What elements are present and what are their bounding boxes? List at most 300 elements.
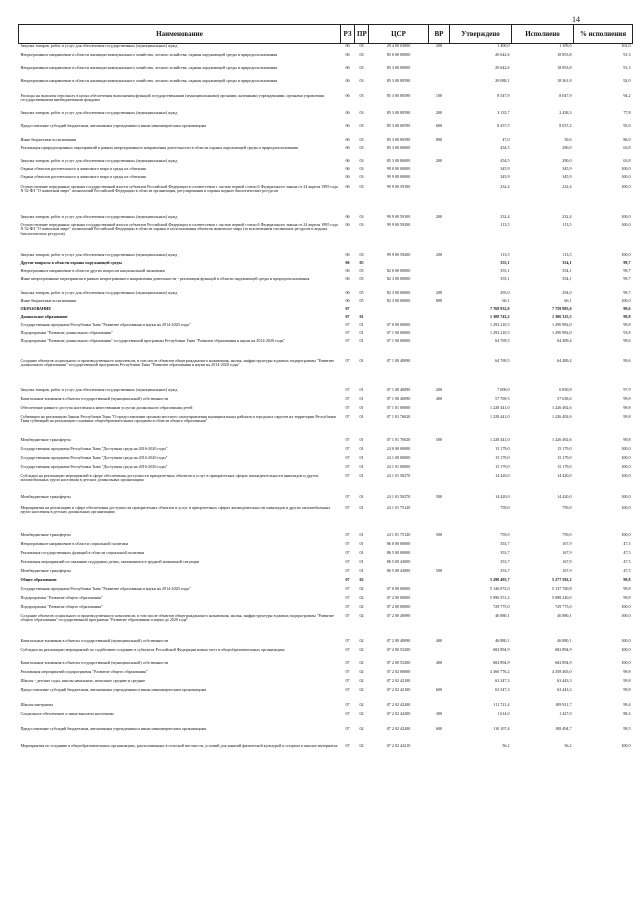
table-row xyxy=(19,703,633,712)
table-row xyxy=(19,159,633,167)
cell-csr: 07 1 00 00000 xyxy=(386,338,411,343)
table-row xyxy=(19,648,633,661)
cell-csr: 07 2 02 00000 xyxy=(386,669,411,674)
cell-approved: 1 400,0 xyxy=(497,43,510,48)
cell-rz: 07 xyxy=(345,387,350,392)
cell-executed: 108 494,7 xyxy=(555,726,572,731)
cell-rz: 07 xyxy=(345,568,350,573)
cell-rz: 06 xyxy=(345,93,350,98)
cell-approved: 5 146 072,0 xyxy=(490,586,510,591)
header-percent: % исполнения xyxy=(574,25,633,44)
cell-name: Мероприятия по созданию в общеобразовательных организациях, расположенных в сельской местности, условий для занятий физической культурой и спортом в школах-интернатах xyxy=(20,743,338,748)
cell-percent: 100,0 xyxy=(621,473,631,478)
table-row xyxy=(19,94,633,111)
cell-name: Непрограммное направление в области других вопросов национальной экономики xyxy=(20,268,165,273)
cell-approved: 7 000,0 xyxy=(497,387,510,392)
cell-approved: 111 721,4 xyxy=(493,702,510,707)
cell-vr xyxy=(429,175,450,185)
cell-approved: 57 769,5 xyxy=(495,396,510,401)
cell-percent: 47,5 xyxy=(623,550,631,555)
cell-executed: 345,9 xyxy=(562,174,572,179)
cell-pr: 01 xyxy=(359,494,364,499)
cell-csr: 07 2 02 42200 xyxy=(386,726,411,731)
cell-percent: 100,0 xyxy=(621,222,631,227)
cell-percent: 47,5 xyxy=(623,568,631,573)
cell-vr xyxy=(429,359,450,388)
cell-vr: 500 xyxy=(435,494,443,499)
cell-vr xyxy=(429,648,450,661)
cell-pr: 03 xyxy=(359,43,364,48)
cell-rz: 07 xyxy=(345,437,350,442)
cell-name: Капитальные вложения в объекты государственной (муниципальной) собственности xyxy=(20,396,169,401)
cell-executed: 1 290 982,0 xyxy=(552,322,572,327)
cell-name: Охрана объектов растительного и животного мира и среды их обитания xyxy=(20,174,146,179)
cell-percent: 100,0 xyxy=(621,647,631,652)
cell-vr xyxy=(429,315,450,323)
table-row xyxy=(19,688,633,703)
cell-csr: 07 1 01 76020 xyxy=(386,437,411,442)
cell-pr: 01 xyxy=(359,338,364,343)
cell-rz: 07 xyxy=(345,405,350,410)
cell-name: Капитальные вложения в объекты государственной (муниципальной) собственности xyxy=(20,638,169,643)
cell-csr: 07 1 01 00000 xyxy=(386,405,411,410)
cell-pr: 03 xyxy=(359,110,364,115)
cell-name: Другие вопросы в области охраны окружающей среды xyxy=(20,260,122,265)
cell-rz: 06 xyxy=(345,222,350,227)
table-row xyxy=(19,307,633,315)
cell-rz: 07 xyxy=(345,446,350,451)
cell-csr: 07 1 00 40090 xyxy=(386,358,411,363)
cell-vr xyxy=(429,670,450,679)
cell-vr: 200 xyxy=(435,387,443,392)
cell-percent: 94,2 xyxy=(623,93,631,98)
cell-approved: 14 420,0 xyxy=(495,473,510,478)
cell-executed: 5 137 760,8 xyxy=(552,586,572,591)
cell-approved: 64 769,5 xyxy=(495,358,510,363)
cell-pr: 03 xyxy=(359,166,364,171)
cell-vr xyxy=(429,679,450,688)
cell-name: Субсидии на реализацию мероприятий по содействию созданию в субъектах Российской Федерации новых мест в общеобразовательных организациях xyxy=(20,647,285,652)
cell-rz: 06 xyxy=(345,52,350,57)
cell-executed: 18 361,8 xyxy=(557,78,572,83)
cell-approved: 682 894,9 xyxy=(493,647,510,652)
table-row xyxy=(19,315,633,323)
cell-pr: 01 xyxy=(359,314,364,319)
cell-rz: 07 xyxy=(345,550,350,555)
cell-rz: 06 xyxy=(345,158,350,163)
cell-vr: 500 xyxy=(435,532,443,537)
cell-pr: 01 xyxy=(359,322,364,327)
table-row xyxy=(19,269,633,277)
cell-executed: 6 850,8 xyxy=(559,387,572,392)
cell-pr xyxy=(355,307,369,315)
cell-executed: 1 290 982,0 xyxy=(552,330,572,335)
cell-approved: 759,0 xyxy=(500,532,510,537)
cell-vr: 100 xyxy=(435,93,443,98)
table-row xyxy=(19,670,633,679)
cell-rz: 06 xyxy=(345,166,350,171)
cell-pr: 03 xyxy=(359,145,364,150)
cell-executed: 113,5 xyxy=(562,252,572,257)
cell-executed: 15 179,0 xyxy=(557,446,572,451)
cell-name: ОБРАЗОВАНИЕ xyxy=(20,306,52,311)
table-row xyxy=(19,438,633,447)
cell-csr: 99 0 00 00000 xyxy=(386,166,411,171)
cell-name: Непрограммное направление в области жилищно-коммунального хозяйства, лесного хозяйства, охраны окружающей среды и природопользования xyxy=(20,78,278,83)
cell-rz: 07 xyxy=(345,505,350,510)
cell-pr: 01 xyxy=(359,473,364,478)
cell-csr: 07 2 00 55200 xyxy=(386,660,411,665)
cell-csr: 86 5 00 43000 xyxy=(386,568,411,573)
cell-csr: 82 3 00 00000 xyxy=(386,290,411,295)
cell-percent: 99,7 xyxy=(623,290,631,295)
cell-approved: 1 614,0 xyxy=(497,711,510,716)
cell-approved: 46 880,1 xyxy=(495,613,510,618)
cell-approved: 3 135,7 xyxy=(497,110,510,115)
table-row xyxy=(19,175,633,185)
cell-name: Закупка товаров, работ и услуг для обеспечения государственных (муниципальных) нужд xyxy=(20,110,178,115)
cell-executed: 64 489,4 xyxy=(557,358,572,363)
cell-csr: 85 3 00 06000 xyxy=(386,158,411,163)
cell-pr: 02 xyxy=(359,647,364,652)
cell-csr xyxy=(369,261,429,269)
cell-vr xyxy=(429,744,450,758)
cell-pr: 01 xyxy=(359,330,364,335)
cell-rz: 07 xyxy=(345,464,350,469)
cell-pr: 01 xyxy=(359,455,364,460)
cell-percent: 100,0 xyxy=(621,184,631,189)
cell-executed: 167,9 xyxy=(562,550,572,555)
cell-name: Подпрограмма "Развитие дошкольного образования" государственной программы Республики Тыва "Развитие образования и науки на 2014-2020 годы" xyxy=(20,338,286,343)
cell-name: Государственная программа Республики Тыва "Развитие образования и науки на 2014-2020 годы" xyxy=(20,322,191,327)
cell-pr: 02 xyxy=(359,687,364,692)
cell-rz: 06 xyxy=(345,252,350,257)
table-row xyxy=(19,661,633,670)
cell-vr xyxy=(429,146,450,159)
cell-approved: 46 880,1 xyxy=(495,638,510,643)
cell-percent: 100,0 xyxy=(621,743,631,748)
cell-executed: 15 179,0 xyxy=(557,464,572,469)
cell-csr: 07 1 01 76020 xyxy=(386,414,411,419)
cell-approved: 47,0 xyxy=(502,137,510,142)
cell-rz: 07 xyxy=(345,455,350,460)
cell-name: Реализация природоохранных мероприятий в рамках непрограммного направления деятельности в области охраны окружающей среды и природопользования xyxy=(20,145,298,150)
table-row xyxy=(19,533,633,542)
cell-vr xyxy=(429,703,450,712)
table-row xyxy=(19,605,633,614)
cell-approved: 56,2 xyxy=(502,743,510,748)
cell-pr: 03 xyxy=(359,174,364,179)
cell-csr: 07 1 00 40090 xyxy=(386,387,411,392)
cell-vr xyxy=(429,331,450,339)
cell-approved: 1 228 441,0 xyxy=(490,405,510,410)
cell-executed: 46 880,1 xyxy=(557,638,572,643)
cell-vr: 600 xyxy=(435,687,443,692)
cell-vr xyxy=(429,560,450,569)
cell-name: Мероприятия на реализацию в сфере обеспечения доступности приоритетных объектов и услуг в приоритетных сферах жизнедеятельности инвалидов и других маломобильных групп населения в детских дошкольных организациях xyxy=(20,505,331,515)
cell-approved: 8 547,9 xyxy=(497,93,510,98)
cell-vr: 500 xyxy=(435,568,443,573)
cell-vr xyxy=(429,465,450,474)
cell-percent: 91,3 xyxy=(623,52,631,57)
cell-rz: 07 xyxy=(345,726,350,731)
cell-csr: 82 3 00 00000 xyxy=(386,298,411,303)
cell-executed: 354,1 xyxy=(562,268,572,273)
cell-percent: 99,8 xyxy=(623,322,631,327)
cell-percent: 91,3 xyxy=(623,65,631,70)
cell-vr: 600 xyxy=(435,123,443,128)
cell-approved: 110 107,4 xyxy=(493,726,510,731)
header-csr: ЦСР xyxy=(369,25,429,44)
cell-rz: 07 xyxy=(345,414,350,419)
table-row xyxy=(19,79,633,94)
cell-executed: 18 853,8 xyxy=(557,65,572,70)
cell-name: Школы-интернаты xyxy=(20,702,54,707)
cell-name: Реализация государственных функций в области социальной политики xyxy=(20,550,145,555)
cell-csr: 82 3 00 00000 xyxy=(386,276,411,281)
cell-csr: 07 2 02 42200 xyxy=(386,702,411,707)
cell-executed: 167,9 xyxy=(562,568,572,573)
cell-csr: 07 2 00 00000 xyxy=(386,604,411,609)
cell-percent: 100,0 xyxy=(621,174,631,179)
cell-csr: 85 3 00 00590 xyxy=(386,78,411,83)
cell-csr: 24 1 01 75120 xyxy=(386,532,411,537)
cell-name: Государственная программа Республики Тыва "Доступная среда на 2016-2020 годы" xyxy=(20,455,168,460)
cell-percent: 99,8 xyxy=(623,586,631,591)
cell-vr xyxy=(429,406,450,415)
cell-pr: 02 xyxy=(359,669,364,674)
cell-executed: 1 306 325,5 xyxy=(552,314,572,319)
table-row xyxy=(19,331,633,339)
cell-rz: 07 xyxy=(345,358,350,363)
cell-percent: 99,8 xyxy=(623,437,631,442)
cell-executed: 167,9 xyxy=(562,559,572,564)
cell-name: Государственная программа Республики Тыва "Развитие образования и науки на 2014-2020 годы" xyxy=(20,586,191,591)
cell-name: Иные бюджетные ассигнования xyxy=(20,298,76,303)
cell-pr: 01 xyxy=(359,505,364,510)
cell-approved: 15 179,0 xyxy=(495,455,510,460)
header-vr: ВР xyxy=(429,25,450,44)
cell-percent: 99,7 xyxy=(623,276,631,281)
cell-approved: 729 775,0 xyxy=(493,604,510,609)
cell-percent: 99,8 xyxy=(623,678,631,683)
table-row xyxy=(19,138,633,146)
cell-approved: 8 457,5 xyxy=(497,123,510,128)
cell-name: Государственная программа Республики Тыва "Доступная среда на 2016-2020 годы" xyxy=(20,446,168,451)
cell-pr: 02 xyxy=(359,638,364,643)
cell-name: Закупка товаров, работ и услуг для обеспечения государственных (муниципальных) нужд xyxy=(20,290,178,295)
cell-vr xyxy=(429,79,450,94)
cell-approved: 295,0 xyxy=(500,290,510,295)
cell-vr xyxy=(429,596,450,605)
cell-name: Непрограммное направление в области жилищно-коммунального хозяйства, лесного хозяйства, охраны окружающей среды и природопользования xyxy=(20,52,278,57)
table-row xyxy=(19,465,633,474)
cell-executed: 354,1 xyxy=(562,276,572,281)
cell-pr: 01 xyxy=(359,387,364,392)
cell-name: Подпрограмма "Развитие дошкольного образования" xyxy=(20,330,113,335)
cell-name: Обеспечение равного доступа населения к качественным услугам дошкольного образования детей xyxy=(20,405,193,410)
cell-approved: 1 308 743,2 xyxy=(490,314,510,319)
cell-pr: 03 xyxy=(359,52,364,57)
cell-vr xyxy=(429,223,450,253)
cell-name: Предоставление субсидий бюджетным, автономным учреждениям и иным некоммерческим организациям xyxy=(20,726,207,731)
cell-approved: 63 347,3 xyxy=(495,678,510,683)
cell-vr xyxy=(429,551,450,560)
cell-percent: 100,0 xyxy=(621,214,631,219)
cell-csr: 07 2 00 40090 xyxy=(386,613,411,618)
cell-percent: 93,8 xyxy=(623,330,631,335)
cell-approved: 1 228 441,0 xyxy=(490,437,510,442)
cell-csr: 85 3 00 00000 xyxy=(386,65,411,70)
cell-approved: 232,4 xyxy=(500,214,510,219)
table-row xyxy=(19,596,633,605)
cell-executed: 63 443,3 xyxy=(557,678,572,683)
cell-csr: 86 5 00 00000 xyxy=(386,550,411,555)
cell-pr: 01 xyxy=(359,532,364,537)
cell-pr: 01 xyxy=(359,446,364,451)
cell-approved: 355,1 xyxy=(500,268,510,273)
table-row xyxy=(19,277,633,291)
cell-executed: 18 853,8 xyxy=(557,52,572,57)
cell-vr xyxy=(429,269,450,277)
cell-pr: 02 xyxy=(359,743,364,748)
cell-executed: 354,1 xyxy=(562,260,572,265)
cell-csr: 07 2 02 42200 xyxy=(386,711,411,716)
cell-csr: 99 9 00 59200 xyxy=(386,222,411,227)
cell-csr: 24 1 00 00000 xyxy=(386,455,411,460)
cell-executed: 46 880,1 xyxy=(557,613,572,618)
cell-executed: 2 438,3 xyxy=(559,110,572,115)
cell-pr: 02 xyxy=(359,711,364,716)
cell-name: Субсидии на реализацию мероприятий в сфере обеспечения доступности приоритетных объектов и услуг в приоритетных сферах жизнедеятельности инвалидов и других маломобильных групп населения в детских дошкольных организациях xyxy=(20,473,319,483)
cell-csr: 85 3 00 00590 xyxy=(386,137,411,142)
cell-name: Межбюджетные трансферты xyxy=(20,568,71,573)
table-row xyxy=(19,447,633,456)
cell-pr: 03 xyxy=(359,78,364,83)
cell-percent: 100,0 xyxy=(621,298,631,303)
table-row xyxy=(19,388,633,397)
cell-pr: 02 xyxy=(359,726,364,731)
cell-csr: 24 1 01 50270 xyxy=(386,494,411,499)
table-row xyxy=(19,323,633,331)
table-row xyxy=(19,124,633,138)
cell-executed: 1 226 492,6 xyxy=(552,437,572,442)
cell-vr xyxy=(429,506,450,533)
cell-vr xyxy=(429,323,450,331)
table-row xyxy=(19,587,633,596)
cell-pr: 02 xyxy=(359,702,364,707)
cell-vr: 500 xyxy=(435,437,443,442)
cell-csr: 82 0 00 00000 xyxy=(386,268,411,273)
cell-vr xyxy=(429,415,450,438)
cell-rz: 06 xyxy=(345,268,350,273)
cell-name: Создание объектов социального и производственного комплексов, в том числе объектов общегражданского назначения, жилья, инфраструктуры в рамках подпрограммы "Развитие дошкольного образования" государственной программы Республики Тыва "Развитие образования и науки на 2014-2020 годы" xyxy=(20,358,335,368)
cell-rz: 06 xyxy=(345,65,350,70)
header-name: Наименование xyxy=(19,25,341,44)
cell-percent: 99,7 xyxy=(623,260,631,265)
cell-executed: 167,9 xyxy=(562,541,572,546)
cell-executed: 1 109,0 xyxy=(559,43,572,48)
header-approved: Утверждено xyxy=(450,25,512,44)
cell-vr: 300 xyxy=(435,711,443,716)
table-row xyxy=(19,339,633,359)
cell-percent: 100,0 xyxy=(621,613,631,618)
page-number: 14 xyxy=(572,15,580,24)
cell-name: Охрана объектов растительного и животного мира и среды их обитания xyxy=(20,166,146,171)
cell-executed: 232,4 xyxy=(562,184,572,189)
cell-approved: 232,4 xyxy=(500,184,510,189)
cell-pr: 02 xyxy=(359,678,364,683)
cell-executed: 759,0 xyxy=(562,532,572,537)
table-row xyxy=(19,727,633,744)
table-row xyxy=(19,569,633,578)
cell-percent: 100,0 xyxy=(621,532,631,537)
cell-approved: 20 642,6 xyxy=(495,65,510,70)
cell-vr xyxy=(429,447,450,456)
cell-name: Межбюджетные трансферты xyxy=(20,494,71,499)
cell-approved: 682 894,9 xyxy=(493,660,510,665)
cell-name: Реализация мероприятий по оказанию поддержки детям, оказавшимся в трудной жизненной ситуации xyxy=(20,559,200,564)
cell-approved: 20 642,6 xyxy=(495,52,510,57)
cell-percent: 99,4 xyxy=(623,702,631,707)
cell-name: Закупка товаров, работ и услуг для обеспечения государственных (муниципальных) нужд xyxy=(20,158,178,163)
cell-rz: 06 xyxy=(345,174,350,179)
cell-executed: 290,0 xyxy=(562,158,572,163)
cell-csr: 99 9 00 59200 xyxy=(386,252,411,257)
cell-pr: 03 xyxy=(359,137,364,142)
cell-csr: 24 1 01 00000 xyxy=(386,464,411,469)
cell-rz: 07 xyxy=(345,314,350,319)
cell-pr: 02 xyxy=(359,613,364,618)
cell-csr: 85 0 00 00000 xyxy=(386,52,411,57)
cell-executed: 294,0 xyxy=(562,290,572,295)
cell-approved: 113,5 xyxy=(500,222,510,227)
cell-csr: 07 2 00 55200 xyxy=(386,647,411,652)
cell-percent: 86,0 xyxy=(623,137,631,142)
table-body xyxy=(19,44,633,758)
cell-executed: 15 179,0 xyxy=(557,455,572,460)
cell-name: Школы - детские сады, школы начальные, неполные средние и средние xyxy=(20,678,146,683)
cell-rz: 07 xyxy=(345,559,350,564)
cell-percent: 99,8 xyxy=(623,405,631,410)
table-row xyxy=(19,53,633,66)
cell-approved: 1 293 210,5 xyxy=(490,322,510,327)
cell-csr: 07 2 02 42100 xyxy=(386,687,411,692)
cell-approved: 345,9 xyxy=(500,166,510,171)
cell-executed: 5 088 240,0 xyxy=(552,595,572,600)
table-row xyxy=(19,506,633,533)
cell-executed: 729 775,0 xyxy=(555,604,572,609)
cell-name: Подпрограмма "Развитие общего образования" xyxy=(20,604,103,609)
cell-executed: 57 638,6 xyxy=(557,396,572,401)
cell-vr xyxy=(429,185,450,215)
cell-rz: 06 xyxy=(345,78,350,83)
cell-rz: 06 xyxy=(345,137,350,142)
cell-pr: 05 xyxy=(359,298,364,303)
cell-percent: 99,8 xyxy=(623,595,631,600)
cell-pr: 01 xyxy=(359,568,364,573)
cell-pr: 03 xyxy=(359,184,364,189)
cell-name: Закупка товаров, работ и услуг для обеспечения государственных (муниципальных) нужд xyxy=(20,387,178,392)
cell-rz: 07 xyxy=(345,541,350,546)
cell-percent: 97,9 xyxy=(623,387,631,392)
cell-name: Закупка товаров, работ и услуг для обеспечения государственных (муниципальных) нужд xyxy=(20,43,178,48)
cell-executed: 5 277 592,2 xyxy=(552,577,572,582)
cell-pr: 01 xyxy=(359,396,364,401)
cell-approved: 454,5 xyxy=(500,158,510,163)
cell-executed: 4 358 465,0 xyxy=(552,669,572,674)
table-row xyxy=(19,415,633,438)
